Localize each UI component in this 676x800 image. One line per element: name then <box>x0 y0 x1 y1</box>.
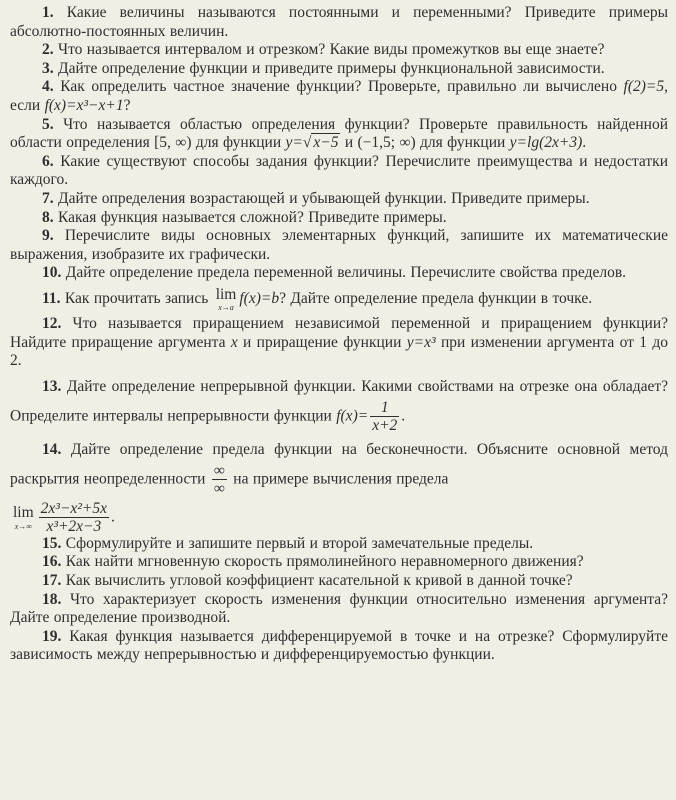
math-expression: y= <box>285 134 303 152</box>
question-number: 1. <box>42 4 54 21</box>
limit-operator <box>216 287 237 313</box>
question-text: Какая функция называется дифференцируемой в точке и на отрезке? Сформулируйте зависимость между непрерывностью и дифференцируемостью функции. <box>10 627 668 664</box>
question-text: ? Дайте определение предела функции в точке. <box>279 289 593 307</box>
question-text: Дайте определение предела функции на бесконечности. Объясните основной метод раскрытия неопределенности <box>10 440 668 488</box>
question-2 <box>10 41 668 60</box>
limit-subscript: x→a <box>218 303 234 313</box>
question-text: Дайте определение предела переменной величины. Перечислите свойства пределов. <box>65 264 627 282</box>
question-number: 11. <box>42 289 61 307</box>
question-text: Что называется приращением независимой переменной и приращением функции? Найдите приращение аргумента <box>10 315 668 351</box>
question-number: 15. <box>42 534 62 552</box>
question-text: и приращение функции <box>237 333 407 351</box>
fraction-numerator: 2x³−x²+5x <box>40 499 108 517</box>
question-12 <box>10 315 668 371</box>
question-text: . <box>582 134 587 152</box>
question-text: Дайте определения возрастающей и убывающей функции. Приведите примеры. <box>58 189 590 207</box>
question-text: Как вычислить угловой коэффициент касательной к кривой в данной точке? <box>65 572 573 590</box>
limit-operator <box>13 505 34 531</box>
question-number: 10. <box>42 264 62 282</box>
question-number: 14. <box>42 440 62 458</box>
math-expression: y=lg(2x+3) <box>509 134 583 152</box>
question-11 <box>10 286 668 312</box>
limit-fraction <box>39 501 109 535</box>
question-number: 7. <box>42 189 54 207</box>
question-text: ? <box>123 96 131 114</box>
question-text: Какие существуют способы задания функции? Перечислите преимущества и недостатки каждого. <box>10 152 669 189</box>
question-3 <box>10 60 668 79</box>
question-number: 19. <box>42 627 62 645</box>
question-text: Как найти мгновенную скорость прямолинейного неравномерного движения? <box>65 553 584 571</box>
question-number: 16. <box>42 553 62 571</box>
question-number: 3. <box>42 59 54 77</box>
question-text: , если <box>10 78 669 114</box>
question-text: Что характеризует скорость изменения функции относительно изменения аргумента? Дайте определение производной. <box>10 590 669 627</box>
square-root: √ x−5 <box>302 134 339 152</box>
question-18 <box>10 591 668 628</box>
question-10 <box>10 264 668 283</box>
math-expression: f(x)=x³−x+1 <box>44 96 124 114</box>
limit-subscript: x→∞ <box>14 521 32 531</box>
question-number: 5. <box>42 115 54 133</box>
question-text: Какие величины называются постоянными и переменными? Приведите примеры абсолютно-постоянных величин. <box>10 4 669 40</box>
question-text: Что называется областью определения функции? Проверьте правильность найденной области определения [5, ∞) для функции <box>10 115 669 152</box>
question-text: и (−1,5; ∞) для функции <box>340 134 510 152</box>
math-expression: f(x)= <box>336 407 369 425</box>
question-number: 17. <box>42 572 62 590</box>
question-text: . <box>401 407 406 425</box>
question-16 <box>10 553 668 572</box>
fraction-denominator: ∞ <box>213 480 225 498</box>
question-text: Как определить частное значение функции? Проверьте, правильно ли вычислено <box>60 78 624 96</box>
question-13 <box>10 374 668 434</box>
question-text: Перечислите виды основных элементарных функций, запишите их математические выражения, изобразите их графически. <box>10 227 668 263</box>
fraction-numerator: 1 <box>370 400 399 418</box>
question-text: Что называется интервалом и отрезком? Какие виды промежутков вы еще знаете? <box>58 41 605 59</box>
question-text: Дайте определение непрерывной функции. Какими свойствами на отрезке она обладает? Определите интервалы непрерывности функции <box>10 377 669 425</box>
question-19 <box>10 628 668 665</box>
indeterminacy-fraction <box>212 463 227 497</box>
question-14 <box>10 437 668 497</box>
limit-word: lim <box>215 285 237 303</box>
question-14-limit-expression <box>10 501 668 535</box>
question-5 <box>10 116 668 153</box>
question-number: 9. <box>42 227 54 245</box>
fraction-denominator: x³+2x−3 <box>46 518 102 536</box>
question-8 <box>10 209 668 228</box>
math-expression: x <box>230 333 238 351</box>
fraction <box>370 400 399 434</box>
question-1 <box>10 4 668 41</box>
question-7 <box>10 190 668 209</box>
question-text: на примере вычисления предела <box>228 470 449 488</box>
fraction-numerator: ∞ <box>213 461 225 479</box>
question-number: 6. <box>42 152 54 170</box>
math-expression: f(x)=b <box>239 289 280 307</box>
question-text: Как прочитать запись <box>64 289 213 307</box>
radicand: x−5 <box>313 134 339 152</box>
question-number: 8. <box>42 208 54 226</box>
question-number: 2. <box>42 41 54 59</box>
question-text: Дайте определение функции и приведите примеры функциональной зависимости. <box>58 59 605 77</box>
math-expression: f(2)=5 <box>623 78 665 96</box>
question-number: 18. <box>42 590 62 608</box>
question-15 <box>10 535 668 554</box>
question-9 <box>10 227 668 264</box>
question-17 <box>10 572 668 591</box>
question-text: Сформулируйте и запишите первый и второй замечательные пределы. <box>65 534 534 552</box>
question-number: 12. <box>42 315 62 333</box>
question-text: . <box>111 508 115 526</box>
question-text: при изменении аргумента от 1 до 2. <box>10 333 668 370</box>
question-number: 4. <box>42 78 54 96</box>
fraction-denominator: x+2 <box>372 417 398 435</box>
question-number: 13. <box>42 377 62 395</box>
math-expression: y=x³ <box>406 333 436 351</box>
question-6 <box>10 153 668 190</box>
question-text: Какая функция называется сложной? Приведите примеры. <box>58 208 447 226</box>
question-4 <box>10 78 668 115</box>
limit-word: lim <box>13 504 34 522</box>
